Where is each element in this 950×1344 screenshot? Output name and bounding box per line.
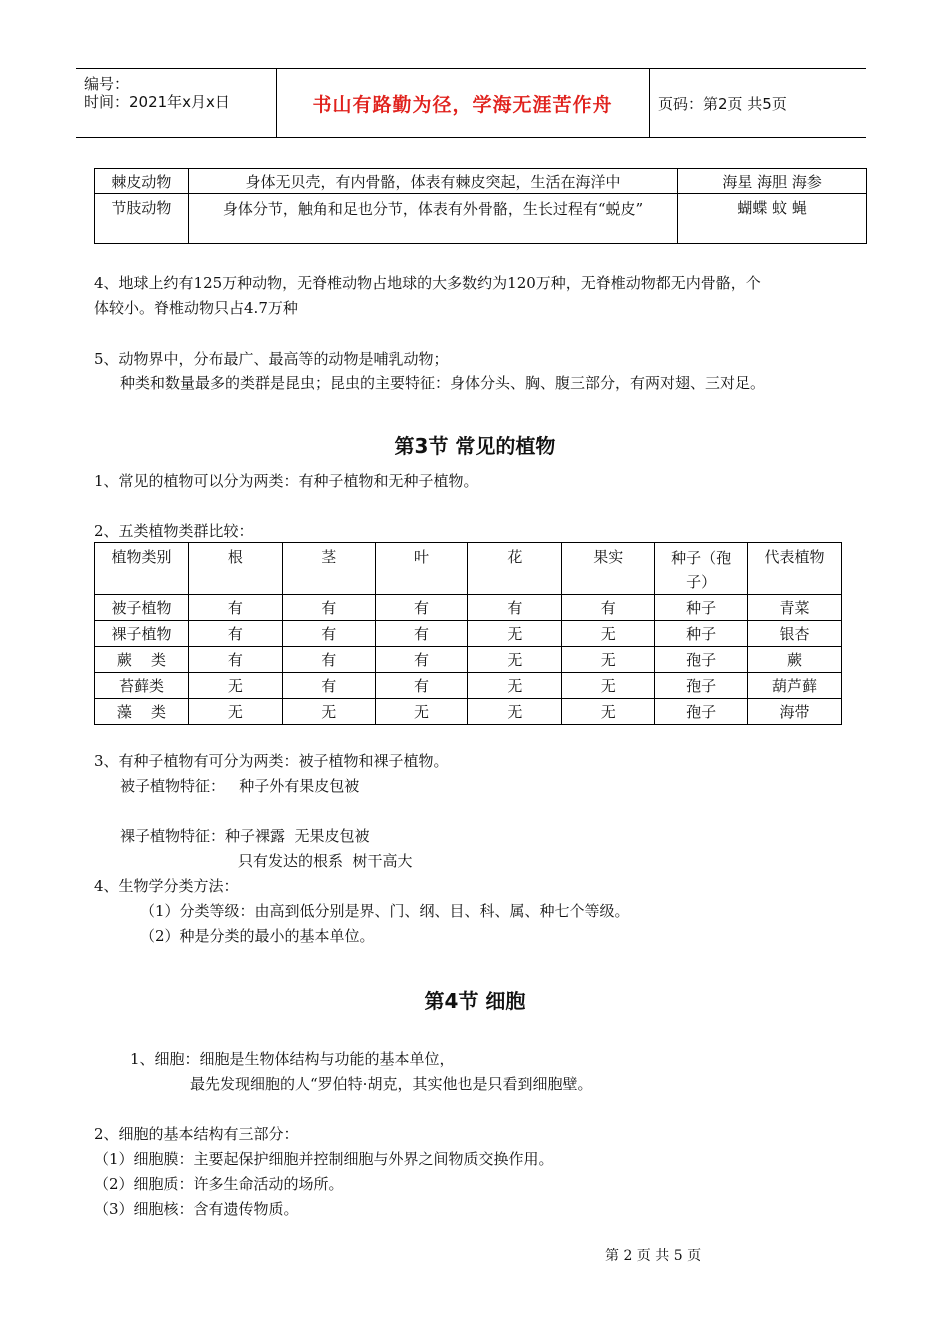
table-row: [95, 194, 867, 244]
paragraph: 1、常见的植物可以分为两类：有种子植物和无种子植物。: [94, 472, 479, 490]
table-cell: 孢子: [655, 699, 748, 725]
table-cell: 有: [282, 621, 375, 647]
table-cell: 无: [282, 699, 375, 725]
table-cell: 无: [468, 699, 562, 725]
paragraph: （1）细胞膜：主要起保护细胞并控制细胞与外界之间物质交换作用。: [94, 1150, 554, 1168]
table-row: [95, 673, 842, 699]
table-cell: 银杏: [748, 621, 842, 647]
table-cell: 有: [375, 621, 468, 647]
number-label: 编号：: [84, 75, 130, 93]
table-cell: 孢子: [655, 673, 748, 699]
table-cell: 有: [282, 595, 375, 621]
header-left-cell: [76, 69, 277, 137]
table-cell: 被子植物: [95, 595, 189, 621]
table-row: [95, 621, 842, 647]
table-cell: 海带: [748, 699, 842, 725]
column-header: 花: [468, 543, 562, 595]
table-cell: 葫芦藓: [748, 673, 842, 699]
paragraph: （1）分类等级：由高到低分别是界、门、纲、目、科、属、种七个等级。: [140, 902, 630, 920]
table-cell: 无: [468, 647, 562, 673]
table-row: [95, 699, 842, 725]
table-cell: 孢子: [655, 647, 748, 673]
paragraph: 种类和数量最多的类群是昆虫；昆虫的主要特征：身体分头、胸、腹三部分，有两对翅、三对足。: [120, 374, 766, 392]
table-cell: 无: [375, 699, 468, 725]
table-cell: 海星 海胆 海参: [678, 169, 867, 194]
page-header: [76, 68, 866, 138]
column-header: 种子（孢子）: [655, 543, 748, 595]
table-cell: 裸子植物: [95, 621, 189, 647]
column-header: 茎: [282, 543, 375, 595]
paragraph: （2）细胞质：许多生命活动的场所。: [94, 1175, 344, 1193]
paragraph: 2、细胞的基本结构有三部分：: [94, 1125, 299, 1143]
paragraph: 体较小。脊椎动物只占4.7万种: [94, 299, 298, 317]
table-cell: 无: [188, 673, 282, 699]
table-cell: 有: [188, 595, 282, 621]
paragraph: 3、有种子植物有可分为两类：被子植物和裸子植物。: [94, 752, 449, 770]
table-cell: 无: [562, 673, 655, 699]
page-footer: 第 2 页 共 5 页: [605, 1248, 702, 1264]
table-cell: 无: [562, 699, 655, 725]
table-cell: 有: [282, 673, 375, 699]
paragraph: 1、细胞：细胞是生物体结构与功能的基本单位，: [130, 1050, 455, 1068]
table-cell: 种子: [655, 595, 748, 621]
table-cell: 身体分节，触角和足也分节，体表有外骨骼，生长过程有“蜕皮”: [188, 194, 677, 244]
table-cell: 蕨 类: [95, 647, 189, 673]
table-cell: 棘皮动物: [95, 169, 189, 194]
table-cell: 青菜: [748, 595, 842, 621]
table-cell: 无: [188, 699, 282, 725]
table-cell: 种子: [655, 621, 748, 647]
table-cell: 有: [468, 595, 562, 621]
column-header: 植物类别: [95, 543, 189, 595]
table-row: [95, 169, 867, 194]
paragraph: 裸子植物特征：种子裸露 无果皮包被: [120, 827, 370, 845]
column-header: 代表植物: [748, 543, 842, 595]
table-cell: 有: [188, 621, 282, 647]
table-cell: 无: [468, 673, 562, 699]
paragraph: （2）种是分类的最小的基本单位。: [140, 927, 375, 945]
plant-table: [94, 542, 842, 725]
table-cell: 有: [375, 647, 468, 673]
table-cell: 无: [562, 621, 655, 647]
table-row: [95, 595, 842, 621]
header-motto-cell: [276, 69, 650, 137]
table-cell: 有: [375, 595, 468, 621]
time-label: 时间：2021年x月x日: [84, 93, 230, 111]
table-cell: 身体无贝壳，有内骨骼，体表有棘皮突起，生活在海洋中: [188, 169, 677, 194]
table-row: [95, 647, 842, 673]
motto: 书山有路勤为径，学海无涯苦作舟: [312, 93, 613, 116]
paragraph: 4、地球上约有125万种动物，无脊椎动物占地球的大多数约为120万种，无脊椎动物都无内骨骼，个: [94, 274, 761, 292]
table-cell: 藻 类: [95, 699, 189, 725]
animal-table: [94, 168, 867, 244]
table-cell: 有: [375, 673, 468, 699]
paragraph: （3）细胞核：含有遗传物质。: [94, 1200, 299, 1218]
column-header: 果实: [562, 543, 655, 595]
paragraph: 只有发达的根系 树干高大: [238, 852, 413, 870]
paragraph: 5、动物界中，分布最广、最高等的动物是哺乳动物；: [94, 350, 449, 368]
table-cell: 无: [468, 621, 562, 647]
paragraph: 最先发现细胞的人“罗伯特·胡克，其实他也是只看到细胞壁。: [190, 1075, 593, 1093]
section-title: 第4节 细胞: [424, 989, 526, 1013]
table-cell: 蕨: [748, 647, 842, 673]
paragraph: 4、生物学分类方法：: [94, 877, 239, 895]
table-cell: 有: [282, 647, 375, 673]
paragraph: 被子植物特征： 种子外有果皮包被: [120, 777, 360, 795]
table-cell: 无: [562, 647, 655, 673]
header-page-cell: [650, 69, 866, 137]
table-cell: 节肢动物: [95, 194, 189, 244]
table-cell: 有: [562, 595, 655, 621]
table-cell: 苔藓类: [95, 673, 189, 699]
section-title: 第3节 常见的植物: [394, 434, 556, 458]
paragraph: 2、五类植物类群比较：: [94, 522, 254, 540]
table-header-row: [95, 543, 842, 595]
table-cell: 蝴蝶 蚊 蝇: [678, 194, 867, 244]
table-cell: 有: [188, 647, 282, 673]
column-header: 根: [188, 543, 282, 595]
page-info: 页码：第2页 共5页: [658, 94, 787, 113]
column-header: 叶: [375, 543, 468, 595]
